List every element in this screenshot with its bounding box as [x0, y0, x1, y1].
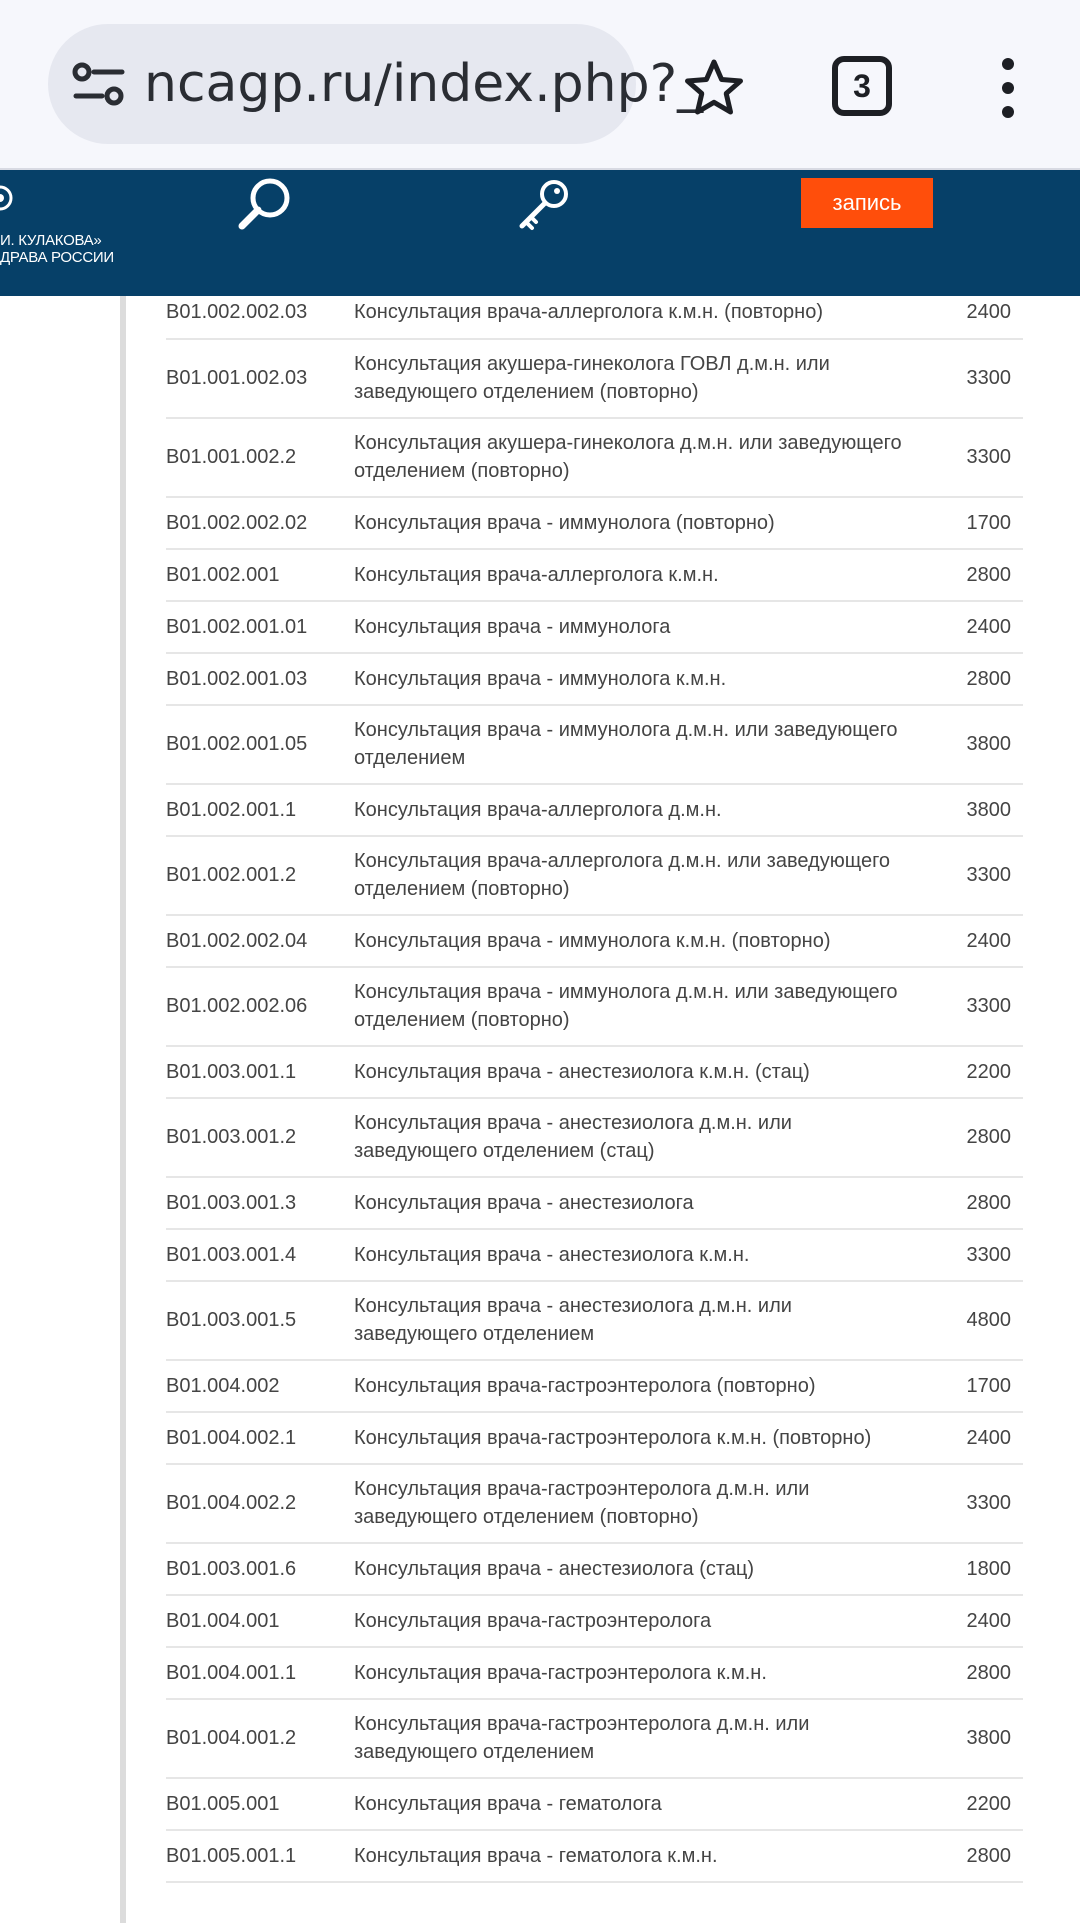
service-name: Консультация врача - иммунолога д.м.н. или заведующего отделением (повторно) — [354, 981, 898, 1031]
table-row — [166, 288, 1023, 340]
service-name: Консультация врача-гастроэнтеролога (повторно) — [354, 1375, 816, 1397]
service-name: Консультация врача - иммунолога к.м.н. (повторно) — [354, 930, 831, 952]
service-price: 4800 — [966, 1309, 1011, 1331]
service-code: B01.002.002.04 — [166, 930, 308, 952]
service-code: B01.002.001.2 — [166, 864, 297, 886]
service-code: B01.003.001.6 — [166, 1558, 297, 1580]
tab-count: 3 — [853, 68, 871, 104]
service-code: B01.004.001 — [166, 1610, 280, 1632]
table-row — [166, 1648, 1023, 1700]
service-name: Консультация врача - гематолога — [354, 1793, 662, 1815]
service-code: B01.002.001.05 — [166, 733, 308, 755]
service-code: B01.005.001.1 — [166, 1845, 297, 1867]
table-row — [166, 602, 1023, 654]
service-price: 2200 — [966, 1061, 1011, 1083]
search-icon[interactable] — [238, 176, 294, 232]
service-name: Консультация врача - анестезиолога — [354, 1192, 694, 1214]
table-row — [166, 1282, 1023, 1361]
service-name: Консультация врача-гастроэнтеролога — [354, 1610, 712, 1632]
table-row — [166, 1544, 1023, 1596]
table-row — [166, 419, 1023, 498]
service-name: Консультация врача - гематолога к.м.н. — [354, 1845, 718, 1867]
star-icon[interactable] — [684, 58, 744, 118]
service-code: B01.002.002.03 — [166, 301, 308, 323]
service-price: 3800 — [966, 799, 1011, 821]
service-code: B01.004.001.1 — [166, 1662, 297, 1684]
service-price: 2800 — [966, 1845, 1011, 1867]
service-price: 2400 — [966, 930, 1011, 952]
service-price: 2800 — [966, 668, 1011, 690]
table-row — [166, 706, 1023, 785]
service-price: 1700 — [966, 1375, 1011, 1397]
key-icon[interactable] — [516, 176, 572, 232]
signup-button[interactable]: запись — [801, 178, 933, 228]
table-row — [166, 1099, 1023, 1178]
service-price: 2400 — [966, 1427, 1011, 1449]
service-price: 2800 — [966, 1662, 1011, 1684]
service-price: 2800 — [966, 1126, 1011, 1148]
address-bar[interactable] — [48, 24, 704, 144]
service-code: B01.003.001.5 — [166, 1309, 297, 1331]
service-name: Консультация врача-аллерголога д.м.н. или заведующего отделением (повторно) — [354, 850, 891, 900]
service-price: 3300 — [966, 1492, 1011, 1514]
service-code: B01.002.001.1 — [166, 799, 297, 821]
service-price: 3300 — [966, 864, 1011, 886]
service-name: Консультация врача-гастроэнтеролога д.м.н. или заведующего отделением — [354, 1713, 810, 1763]
service-name: Консультация врача - иммунолога (повторно) — [354, 512, 775, 534]
service-code: B01.004.002 — [166, 1375, 280, 1397]
service-code: B01.003.001.2 — [166, 1126, 297, 1148]
service-price: 2400 — [966, 301, 1011, 323]
service-code: B01.004.002.1 — [166, 1427, 297, 1449]
logo-text[interactable] — [0, 232, 114, 266]
service-name: Консультация врача - анестезиолога к.м.н. — [354, 1244, 750, 1266]
more-vert-icon[interactable] — [992, 56, 1024, 120]
browser-toolbar — [0, 0, 1080, 170]
service-code: B01.005.001 — [166, 1793, 280, 1815]
service-code: B01.003.001.3 — [166, 1192, 297, 1214]
service-name: Консультация акушера-гинеколога д.м.н. или заведующего отделением (повторно) — [354, 432, 902, 482]
service-name: Консультация врача - анестезиолога к.м.н. (стац) — [354, 1061, 810, 1083]
table-row — [166, 1361, 1023, 1413]
service-price: 3300 — [966, 446, 1011, 468]
service-code: B01.001.002.2 — [166, 446, 297, 468]
table-row — [166, 1779, 1023, 1831]
service-name: Консультация врача-гастроэнтеролога к.м.н. — [354, 1662, 767, 1684]
service-price: 3800 — [966, 733, 1011, 755]
service-price: 1800 — [966, 1558, 1011, 1580]
site-header — [0, 170, 1080, 296]
service-name: Консультация врача - анестезиолога д.м.н. или заведующего отделением (стац) — [354, 1112, 792, 1162]
service-price: 3300 — [966, 1244, 1011, 1266]
table-row — [166, 1700, 1023, 1779]
service-name: Консультация врача-аллерголога к.м.н. — [354, 564, 719, 586]
url-text[interactable]: ncagp.ru/index.php?_ — [144, 54, 704, 114]
service-code: B01.002.001 — [166, 564, 280, 586]
service-name: Консультация врача-гастроэнтеролога к.м.н. (повторно) — [354, 1427, 872, 1449]
table-row — [166, 785, 1023, 837]
service-code: B01.002.002.02 — [166, 512, 308, 534]
service-code: B01.001.002.03 — [166, 367, 308, 389]
service-name: Консультация врача - анестезиолога д.м.н. или заведующего отделением — [354, 1295, 792, 1345]
service-code: B01.003.001.4 — [166, 1244, 297, 1266]
service-price: 2200 — [966, 1793, 1011, 1815]
price-table — [166, 288, 1023, 1883]
service-price: 3800 — [966, 1727, 1011, 1749]
logo-line-1: И. КУЛАКОВА» — [0, 232, 102, 249]
table-row — [166, 1230, 1023, 1282]
service-price: 3300 — [966, 995, 1011, 1017]
service-name: Консультация врача - анестезиолога (стац) — [354, 1558, 755, 1580]
service-code: B01.002.001.01 — [166, 616, 308, 638]
table-row — [166, 1178, 1023, 1230]
table-row — [166, 498, 1023, 550]
service-name: Консультация врача - иммунолога д.м.н. или заведующего отделением — [354, 719, 898, 769]
table-row — [166, 1413, 1023, 1465]
logo-line-2: ДРАВА РОССИИ — [0, 249, 114, 266]
service-code: B01.004.002.2 — [166, 1492, 297, 1514]
service-name: Консультация врача - иммунолога к.м.н. — [354, 668, 727, 690]
service-name: Консультация акушера-гинеколога ГОВЛ д.м.н. или заведующего отделением (повторно) — [354, 353, 830, 403]
table-row — [166, 1831, 1023, 1883]
service-code: B01.004.001.2 — [166, 1727, 297, 1749]
service-price: 2400 — [966, 616, 1011, 638]
tabs-icon[interactable] — [832, 56, 892, 116]
service-name: Консультация врача-гастроэнтеролога д.м.н. или заведующего отделением (повторно) — [354, 1478, 810, 1528]
service-code: B01.002.001.03 — [166, 668, 308, 690]
table-row — [166, 1596, 1023, 1648]
table-row — [166, 837, 1023, 916]
service-code: B01.003.001.1 — [166, 1061, 297, 1083]
table-row — [166, 654, 1023, 706]
table-row — [166, 550, 1023, 602]
table-row — [166, 1047, 1023, 1099]
service-price: 3300 — [966, 367, 1011, 389]
content-divider — [120, 296, 126, 1923]
service-price: 2400 — [966, 1610, 1011, 1632]
service-name: Консультация врача - иммунолога — [354, 616, 671, 638]
service-price: 1700 — [966, 512, 1011, 534]
table-row — [166, 340, 1023, 419]
table-row — [166, 968, 1023, 1047]
table-row — [166, 916, 1023, 968]
service-name: Консультация врача-аллерголога д.м.н. — [354, 799, 722, 821]
site-settings-icon[interactable] — [72, 60, 126, 108]
table-row — [166, 1465, 1023, 1544]
service-price: 2800 — [966, 564, 1011, 586]
logo-emblem-icon[interactable] — [0, 178, 14, 218]
service-name: Консультация врача-аллерголога к.м.н. (повторно) — [354, 301, 823, 323]
service-price: 2800 — [966, 1192, 1011, 1214]
service-code: B01.002.002.06 — [166, 995, 308, 1017]
